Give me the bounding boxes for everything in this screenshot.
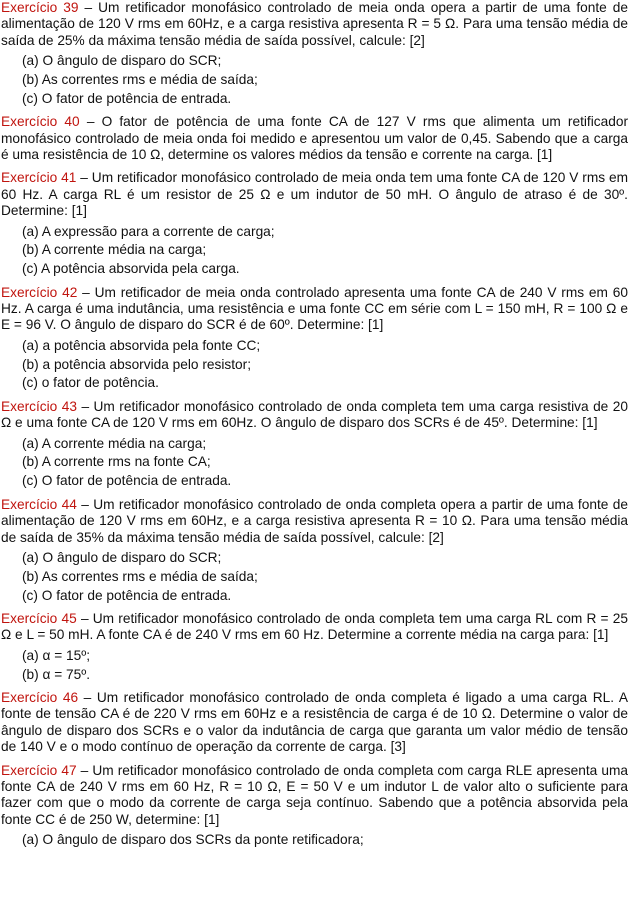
list-item: (a) α = 15º; <box>22 647 91 663</box>
exercise-42 <box>1 285 628 392</box>
item-list <box>1 436 628 490</box>
list-item: (a) O ângulo de disparo do SCR; <box>22 53 222 69</box>
list-item: (a) O ângulo de disparo dos SCRs da ponte retificadora; <box>22 832 364 848</box>
list-item: (c) O fator de potência de entrada. <box>22 587 232 603</box>
exercise-statement <box>1 0 628 49</box>
exercise-statement <box>1 611 628 644</box>
list-item: (a) A corrente média na carga; <box>22 435 207 451</box>
list-item: (c) A potência absorvida pela carga. <box>22 261 240 277</box>
exercise-header: Exercício 45 <box>1 610 77 626</box>
exercise-header: Exercício 40 <box>1 114 80 130</box>
list-item: (b) α = 75º. <box>22 666 91 682</box>
exercise-text: – Um retificador monofásico controlado de onda completa com carga RLE apresenta uma fonte CA de 240 V rms em 60 Hz, R = 10 Ω, E = 50 V e um indutor L de valor alto o suficiente para fazer com que o modo da corrente de carga seja contínuo. Sabendo que a potência absorvida pela fonte CC é de 250 W, determine: [1] <box>1 762 628 827</box>
list-item: (c) O fator de potência de entrada. <box>22 90 232 106</box>
exercise-39 <box>1 0 628 107</box>
list-item: (b) As correntes rms e média de saída; <box>22 568 258 584</box>
exercise-text: – Um retificador monofásico controlado de onda completa opera a partir de uma fonte de alimentação de 120 V rms em 60Hz, e a carga resistiva apresenta R = 10 Ω. Para uma tensão média de saída de 35% da máxima tensão média de saída possível, calcule: [2] <box>1 496 628 545</box>
exercise-text: – Um retificador de meia onda controlado apresenta uma fonte CA de 240 V rms em 60 Hz. A carga é uma indutância, uma resistência e uma fonte CC em série com L = 150 mH, R = 100 Ω e E = 96 V. O ângulo de disparo do SCR é de 60º. Determine: [1] <box>1 284 628 333</box>
item-list <box>1 338 628 392</box>
exercise-45 <box>1 611 628 683</box>
list-item: (b) As correntes rms e média de saída; <box>22 72 258 88</box>
exercise-header: Exercício 42 <box>1 284 78 300</box>
exercise-header: Exercício 43 <box>1 398 77 414</box>
item-list <box>1 832 628 848</box>
exercise-47 <box>1 763 628 849</box>
exercise-statement <box>1 285 628 334</box>
item-list <box>1 224 628 278</box>
exercise-statement <box>1 763 628 829</box>
exercise-46 <box>1 690 628 756</box>
exercise-40 <box>1 114 628 163</box>
exercise-header: Exercício 41 <box>1 170 77 186</box>
exercise-text: – Um retificador monofásico controlado de onda completa tem uma carga resistiva de 20 Ω e uma fonte CA de 120 V rms em 60Hz. O ângulo de disparo dos SCRs é de 45º. Determine: [1] <box>1 398 628 431</box>
exercise-41 <box>1 170 628 277</box>
list-item: (a) A expressão para a corrente de carga; <box>22 223 275 239</box>
exercise-header: Exercício 44 <box>1 496 77 512</box>
list-item: (b) A corrente rms na fonte CA; <box>22 454 211 470</box>
exercise-statement <box>1 114 628 163</box>
list-item: (a) a potência absorvida pela fonte CC; <box>22 337 261 353</box>
list-item: (c) o fator de potência. <box>22 375 159 391</box>
exercise-43 <box>1 399 628 490</box>
exercise-header: Exercício 47 <box>1 762 77 778</box>
exercise-44 <box>1 497 628 604</box>
exercise-statement <box>1 497 628 546</box>
exercise-text: – Um retificador monofásico controlado de meia onda tem uma fonte CA de 120 V rms em 60 Hz. A carga RL é um resistor de 25 Ω e um indutor de 50 mH. O ângulo de atraso é de 30º. Determine: [1] <box>1 170 628 219</box>
exercise-header: Exercício 39 <box>1 0 79 15</box>
list-item: (a) O ângulo de disparo do SCR; <box>22 549 222 565</box>
item-list <box>1 550 628 604</box>
exercise-statement <box>1 170 628 219</box>
exercise-text: – Um retificador monofásico controlado de onda completa é ligado a uma carga RL. A fonte de tensão CA é de 220 V rms em 60Hz e a resistência de carga é de 10 Ω. Determine o valor de ângulo de disparo dos SCRs e o valor da indutância de carga que garanta um valor médio de tensão de 140 V e o modo contínuo de operação da corrente de carga. [3] <box>1 689 628 755</box>
item-list <box>1 648 628 683</box>
item-list <box>1 53 628 107</box>
exercise-statement <box>1 399 628 432</box>
exercise-header: Exercício 46 <box>1 689 79 705</box>
exercise-statement <box>1 690 628 756</box>
list-item: (b) a potência absorvida pelo resistor; <box>22 356 252 372</box>
exercise-text: – O fator de potência de uma fonte CA de 127 V rms que alimenta um retificador monofásico controlado de meia onda foi medido e apresentou um valor de 0,45. Sabendo que a carga é uma resistência de 10 Ω, determine os valores médios da tensão e corrente na carga. [1] <box>1 114 628 163</box>
list-item: (c) O fator de potência de entrada. <box>22 473 232 489</box>
list-item: (b) A corrente média na carga; <box>22 242 207 258</box>
exercise-text: – Um retificador monofásico controlado de onda completa tem uma carga RL com R = 25 Ω e L = 50 mH. A fonte CA é de 240 V rms em 60 Hz. Determine a corrente média na carga para: [1] <box>1 610 628 643</box>
exercise-text: – Um retificador monofásico controlado de meia onda opera a partir de uma fonte de alimentação de 120 V rms em 60Hz, e a carga resistiva apresenta R = 5 Ω. Para uma tensão média de saída de 25% da máxima tensão média de saída possível, calcule: [2] <box>1 0 628 48</box>
